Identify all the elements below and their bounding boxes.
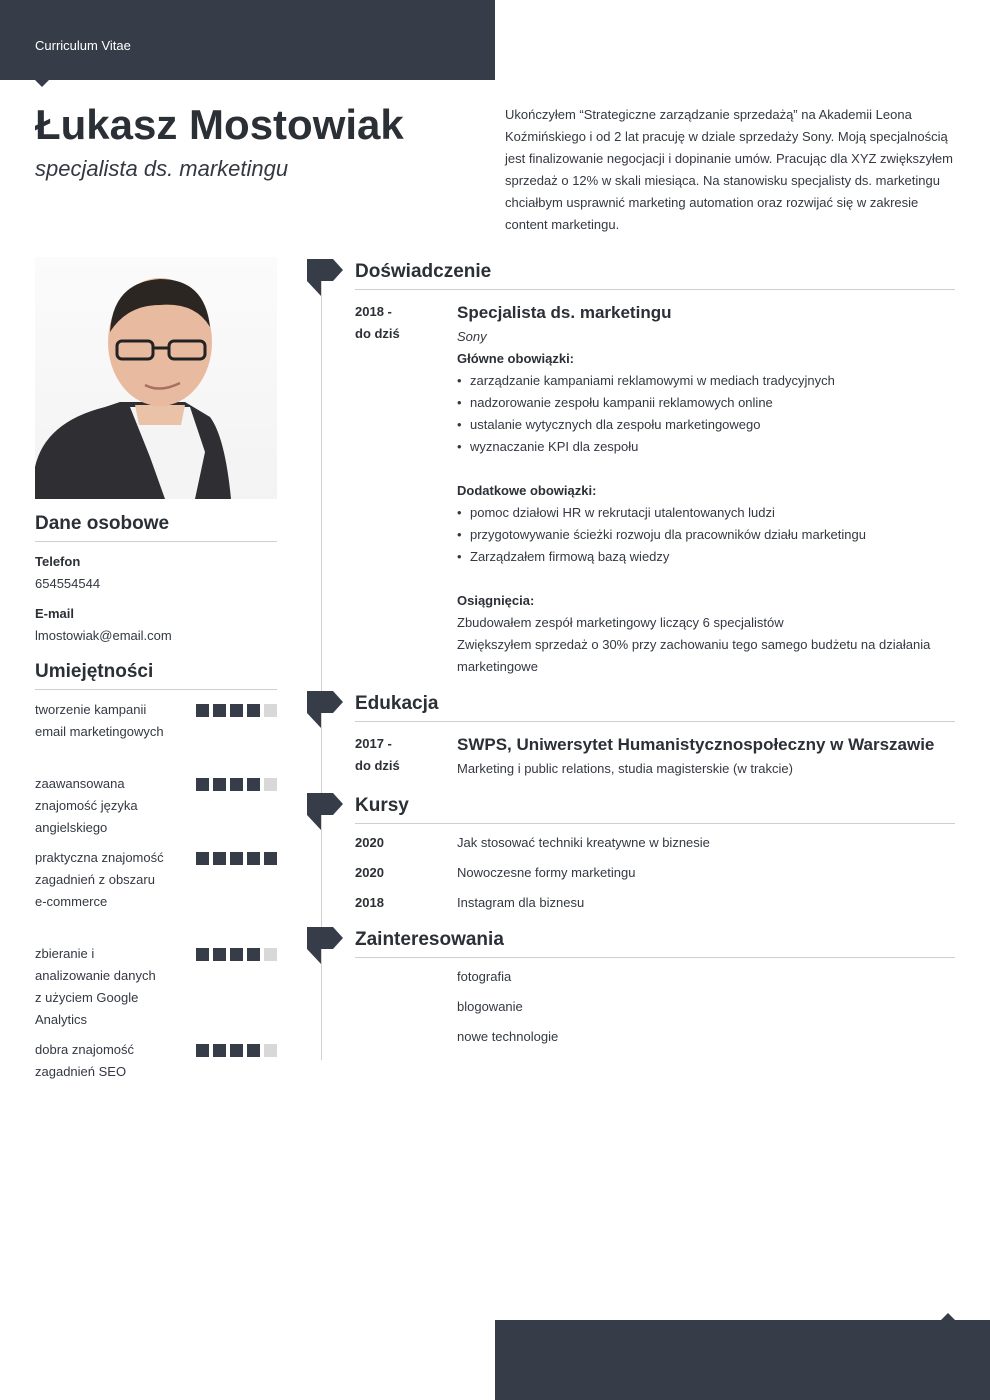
skill-level-square <box>247 704 260 717</box>
skill-level-square <box>264 704 277 717</box>
skill-level-square <box>196 852 209 865</box>
skill-level-bar <box>196 948 277 961</box>
skill-level-square <box>213 852 226 865</box>
achievement-item: Zwiększyłem sprzedaż o 30% przy zachowaniu tego samego budżetu na działania marketingowe <box>457 637 931 674</box>
section-flag-icon <box>307 691 343 729</box>
skill-level-square <box>247 778 260 791</box>
skill-name: tworzenie kampanii email marketingowych <box>35 702 164 739</box>
skill-level-square <box>247 1044 260 1057</box>
skill-level-square <box>247 852 260 865</box>
company-name: Sony <box>457 329 487 344</box>
skill-level-square <box>230 1044 243 1057</box>
achievements-label: Osiągnięcia: <box>457 593 535 608</box>
header-notch <box>35 80 49 87</box>
skill-level-square <box>264 948 277 961</box>
skill-level-square <box>230 948 243 961</box>
email-value: lmostowiak@email.com <box>35 628 172 643</box>
education-date-from: 2017 - <box>355 736 392 751</box>
header-band <box>0 0 495 80</box>
phone-value: 654554544 <box>35 576 101 591</box>
extra-duty-item: • przygotowywanie ścieżki rozwoju dla pracowników działu marketingu <box>457 524 866 546</box>
skill-level-square <box>213 1044 226 1057</box>
study-field: Marketing i public relations, studia magisterskie (w trakcie) <box>457 761 793 776</box>
achievement-item: Zbudowałem zespół marketingowy liczący 6 specjalistów <box>457 615 784 630</box>
main-duty-item: • zarządzanie kampaniami reklamowymi w mediach tradycyjnych <box>457 370 835 392</box>
education-heading: Edukacja <box>355 693 955 722</box>
skill-item <box>35 773 277 839</box>
skill-level-square <box>196 948 209 961</box>
section-flag-icon <box>307 259 343 297</box>
profile-photo <box>35 257 277 499</box>
skill-item <box>35 699 277 743</box>
skills-heading: Umiejętności <box>35 661 277 690</box>
extra-duty-item: • pomoc działowi HR w rekrutacji utalentowanych ludzi <box>457 502 775 524</box>
section-flag-icon <box>307 793 343 831</box>
skill-level-square <box>264 1044 277 1057</box>
main-duty-item: • wyznaczanie KPI dla zespołu <box>457 436 638 458</box>
cv-label: Curriculum Vitae <box>35 38 131 53</box>
profile-summary: Ukończyłem “Strategiczne zarządzanie sprzedażą” na Akademii Leona Koźmińskiego i od 2 lat pracuję w dziale sprzedaży Sony. Moją specjalnością jest finalizowanie negocjacji i dopinanie umów. Pracując dla XYZ zwiększyłem sprzedaż o 12% w skali miesiąca. Na stanowisku specjalisty ds. marketingu chciałbym usprawnić marketing automation oraz rozwijać się w zakresie content marketingu. <box>505 107 953 232</box>
course-year: 2020 <box>355 835 384 850</box>
skill-item <box>35 943 277 1031</box>
extra-duties-label: Dodatkowe obowiązki: <box>457 483 597 498</box>
course-year: 2020 <box>355 865 384 880</box>
skill-level-square <box>230 778 243 791</box>
job-position: Specjalista ds. marketingu <box>457 303 672 322</box>
interests-heading: Zainteresowania <box>355 929 955 958</box>
skill-level-square <box>247 948 260 961</box>
skill-name: zaawansowana znajomość języka angielskiego <box>35 776 138 835</box>
school-name: SWPS, Uniwersytet Humanistycznospołeczny w Warszawie <box>457 735 935 754</box>
skill-name: dobra znajomość zagadnień SEO <box>35 1042 134 1079</box>
interest-item: fotografia <box>457 969 512 984</box>
main-duties-label: Główne obowiązki: <box>457 351 575 366</box>
personal-data-heading: Dane osobowe <box>35 513 277 542</box>
skill-level-square <box>196 778 209 791</box>
course-year: 2018 <box>355 895 384 910</box>
skill-level-bar <box>196 778 277 791</box>
main-duty-item: • ustalanie wytycznych dla zespołu marketingowego <box>457 414 761 436</box>
phone-label: Telefon <box>35 554 81 569</box>
experience-date-from: 2018 - <box>355 304 392 319</box>
main-duty-item: • nadzorowanie zespołu kampanii reklamowych online <box>457 392 773 414</box>
course-name: Instagram dla biznesu <box>457 895 585 910</box>
course-name: Jak stosować techniki kreatywne w biznesie <box>457 835 710 850</box>
footer-band <box>495 1320 990 1400</box>
achievements-list <box>457 612 955 678</box>
skill-name: zbieranie i analizowanie danych z użyciem Google Analytics <box>35 946 156 1027</box>
experience-heading: Doświadczenie <box>355 261 955 290</box>
interest-item: nowe technologie <box>457 1029 559 1044</box>
skill-level-square <box>213 778 226 791</box>
skill-level-square <box>264 778 277 791</box>
skill-level-square <box>213 948 226 961</box>
skill-level-square <box>213 704 226 717</box>
courses-heading: Kursy <box>355 795 955 824</box>
skill-level-bar <box>196 1044 277 1057</box>
skill-level-square <box>230 852 243 865</box>
skill-item <box>35 847 277 913</box>
skill-level-square <box>196 1044 209 1057</box>
course-name: Nowoczesne formy marketingu <box>457 865 636 880</box>
skill-name: praktyczna znajomość zagadnień z obszaru e-commerce <box>35 850 164 909</box>
email-label: E-mail <box>35 606 75 621</box>
education-date-to: do dziś <box>355 758 400 773</box>
skill-item <box>35 1039 277 1083</box>
skill-level-square <box>264 852 277 865</box>
footer-notch <box>941 1313 955 1320</box>
skill-level-square <box>230 704 243 717</box>
person-portrait-icon <box>35 257 277 499</box>
person-name: Łukasz Mostowiak <box>35 101 404 148</box>
skill-level-bar <box>196 852 277 865</box>
skill-level-square <box>196 704 209 717</box>
interest-item: blogowanie <box>457 999 523 1014</box>
skill-level-bar <box>196 704 277 717</box>
section-flag-icon <box>307 927 343 965</box>
person-role: specjalista ds. marketingu <box>35 156 289 181</box>
extra-duty-item: • Zarządzałem firmową bazą wiedzy <box>457 546 669 568</box>
experience-date-to: do dziś <box>355 326 400 341</box>
